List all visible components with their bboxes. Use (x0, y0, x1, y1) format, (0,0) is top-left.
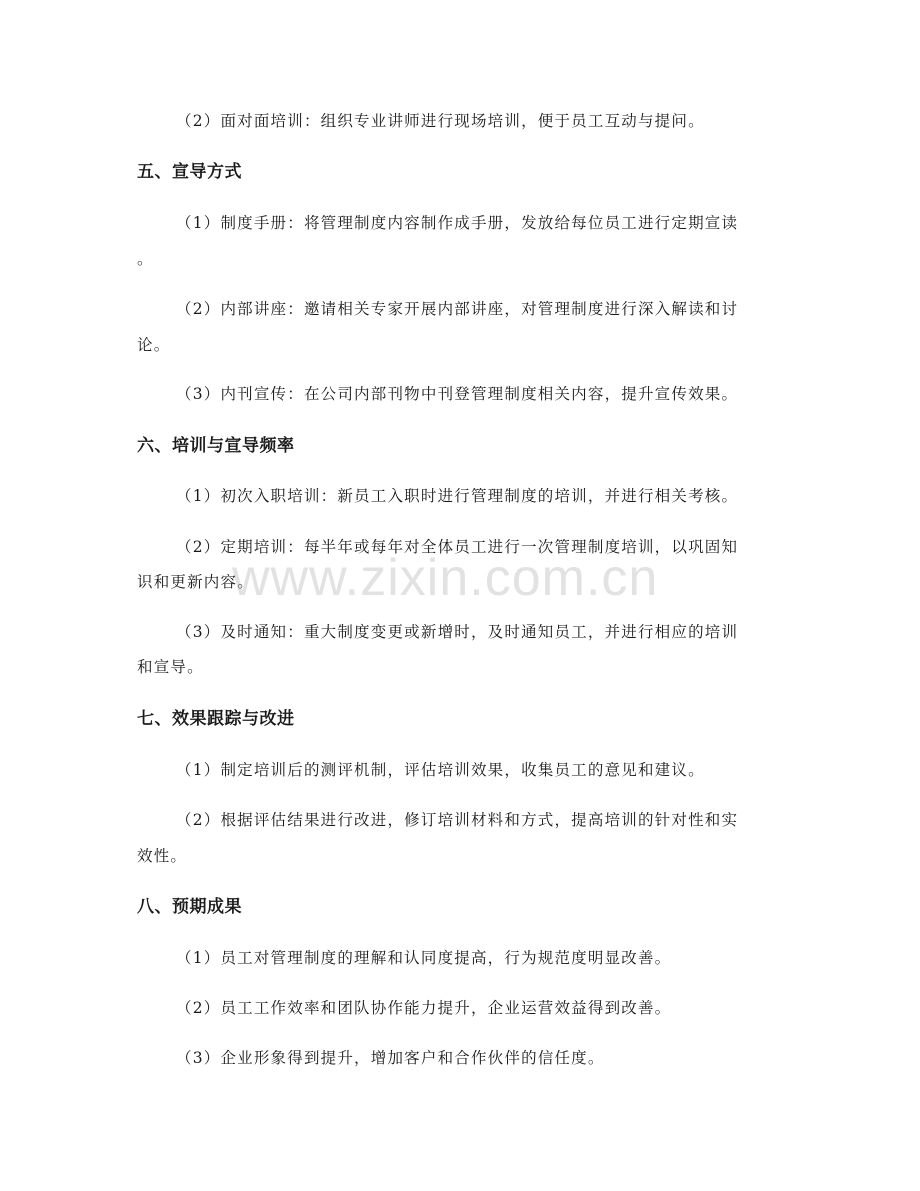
paragraph-line: （2）定期培训：每半年或每年对全体员工进行一次管理制度培训，以巩固知 (176, 538, 739, 556)
paragraph-line: （2）员工工作效率和团队协作能力提升，企业运营效益得到改善。 (176, 999, 672, 1017)
paragraph-line: 。 (137, 250, 154, 268)
watermark: www.zixin.com.cn (232, 549, 659, 607)
paragraph-line: （2）内部讲座：邀请相关专家开展内部讲座，对管理制度进行深入解读和讨 (176, 300, 739, 318)
section-heading-5: 五、宣导方式 (137, 162, 242, 182)
section-heading-7: 七、效果跟踪与改进 (137, 709, 295, 729)
paragraph-line: （1）员工对管理制度的理解和认同度提高，行为规范度明显改善。 (176, 949, 672, 967)
paragraph-line: 和宣导。 (137, 658, 204, 676)
paragraph-line: （3）内刊宣传：在公司内部刊物中刊登管理制度相关内容，提升宣传效果。 (176, 385, 739, 403)
section-heading-8: 八、预期成果 (137, 897, 242, 917)
paragraph-line: （1）制度手册：将管理制度内容制作成手册，发放给每位员工进行定期宣读 (176, 214, 739, 232)
paragraph-line: 识和更新内容。 (137, 573, 254, 591)
paragraph-line: （1）初次入职培训：新员工入职时进行管理制度的培训，并进行相关考核。 (176, 487, 739, 505)
paragraph-line: （3）及时通知：重大制度变更或新增时，及时通知员工，并进行相应的培训 (176, 623, 739, 641)
paragraph-line: （3）企业形象得到提升，增加客户和合作伙伴的信任度。 (176, 1049, 605, 1067)
paragraph-line: （2）面对面培训：组织专业讲师进行现场培训，便于员工互动与提问。 (176, 112, 705, 130)
paragraph-line: 效性。 (137, 847, 188, 865)
paragraph-line: （1）制定培训后的测评机制，评估培训效果，收集员工的意见和建议。 (176, 761, 705, 779)
paragraph-line: （2）根据评估结果进行改进，修订培训材料和方式，提高培训的针对性和实 (176, 811, 739, 829)
paragraph-line: 论。 (137, 336, 171, 354)
section-heading-6: 六、培训与宣导频率 (137, 436, 295, 456)
